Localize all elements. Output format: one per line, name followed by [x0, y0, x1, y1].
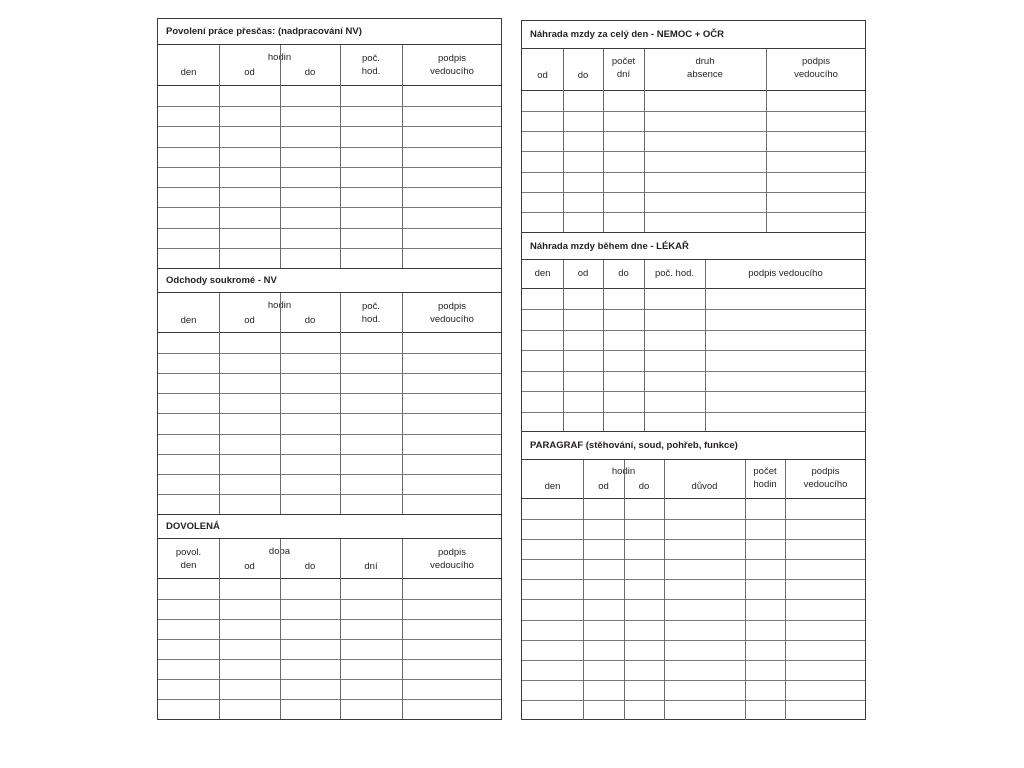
row-line: [522, 371, 865, 372]
row-line: [158, 187, 501, 188]
paragraph-header: [522, 460, 865, 499]
col-den: den: [180, 67, 197, 78]
col-dni: dní: [364, 561, 378, 572]
row-line: [158, 454, 501, 455]
col-den: den: [180, 560, 197, 571]
private-rows: [158, 333, 501, 514]
col-poc: poč.: [362, 301, 380, 312]
column-line: [219, 45, 220, 268]
row-line: [158, 106, 501, 107]
row-line: [522, 151, 865, 152]
col-hod: hod.: [361, 66, 381, 77]
paragraph-section: [522, 431, 865, 720]
col-hod: hod.: [361, 314, 381, 325]
col-pocet: počet: [611, 56, 636, 67]
row-line: [158, 207, 501, 208]
vacation-title: DOVOLENÁ: [158, 515, 501, 539]
col-od: od: [244, 315, 255, 326]
doctor-header: [522, 260, 865, 289]
col-poc: poč.: [362, 53, 380, 64]
col-doba: doba: [268, 546, 291, 557]
col-podpis: podpis: [438, 301, 466, 312]
overtime-section: [158, 19, 501, 268]
col-do: do: [638, 481, 650, 492]
col-vedouciho: vedoucího: [430, 66, 474, 77]
row-line: [522, 309, 865, 310]
column-line: [402, 45, 403, 268]
row-line: [522, 620, 865, 621]
row-line: [522, 192, 865, 193]
row-line: [158, 167, 501, 168]
col-do: do: [618, 268, 629, 279]
col-podpis: podpis: [811, 466, 840, 477]
col-den: den: [180, 315, 197, 326]
col-podpis: podpis: [438, 53, 466, 64]
col-den: den: [534, 268, 551, 279]
column-line: [340, 293, 341, 514]
column-line: [624, 460, 625, 720]
row-line: [158, 434, 501, 435]
row-line: [522, 599, 865, 600]
column-line: [603, 260, 604, 432]
sick-header: [522, 49, 865, 91]
col-povol: povol.: [175, 547, 202, 558]
doctor-section: [522, 232, 865, 432]
private-header: [158, 293, 501, 333]
column-line: [705, 260, 706, 432]
left-form-panel: [157, 18, 502, 720]
column-line: [340, 45, 341, 268]
row-line: [522, 700, 865, 701]
col-vedouciho: vedoucího: [803, 479, 848, 490]
column-line: [219, 539, 220, 719]
col-od: od: [598, 481, 609, 492]
column-line: [563, 260, 564, 432]
column-line: [664, 460, 665, 720]
private-section: [158, 268, 501, 515]
row-line: [522, 111, 865, 112]
col-od: od: [244, 67, 255, 78]
column-line: [603, 49, 604, 232]
row-line: [522, 131, 865, 132]
vacation-section: [158, 514, 501, 720]
col-pocet: počet: [753, 466, 777, 477]
column-line: [745, 460, 746, 720]
row-line: [158, 147, 501, 148]
col-do: do: [304, 315, 316, 326]
row-line: [522, 519, 865, 520]
row-line: [522, 212, 865, 213]
row-line: [158, 353, 501, 354]
column-line: [563, 49, 564, 232]
row-line: [158, 599, 501, 600]
doctor-rows: [522, 289, 865, 432]
column-line: [402, 539, 403, 719]
row-line: [158, 659, 501, 660]
row-line: [158, 619, 501, 620]
right-form-panel: [521, 20, 866, 720]
row-line: [158, 393, 501, 394]
col-od: od: [577, 268, 589, 279]
row-line: [522, 680, 865, 681]
col-vedouciho: vedoucího: [794, 69, 838, 80]
overtime-rows: [158, 86, 501, 268]
row-line: [158, 679, 501, 680]
column-line: [785, 460, 786, 720]
vacation-rows: [158, 579, 501, 719]
col-hodin: hodin: [611, 466, 636, 477]
col-hodin-count: hodin: [753, 479, 777, 490]
col-dni: dní: [616, 69, 631, 80]
column-line: [644, 260, 645, 432]
column-line: [583, 460, 584, 720]
col-absence: absence: [687, 69, 723, 80]
row-line: [522, 579, 865, 580]
row-line: [158, 494, 501, 495]
row-line: [522, 412, 865, 413]
col-druh: druh: [695, 56, 715, 67]
row-line: [522, 172, 865, 173]
overtime-header: [158, 45, 501, 86]
row-line: [522, 660, 865, 661]
vacation-header: [158, 539, 501, 579]
sick-title: Náhrada mzdy za celý den - NEMOC + OČR: [522, 21, 865, 49]
column-line: [340, 539, 341, 719]
col-do: do: [304, 561, 316, 572]
row-line: [522, 391, 865, 392]
row-line: [158, 248, 501, 249]
row-line: [522, 330, 865, 331]
paragraph-rows: [522, 499, 865, 720]
col-duvod: důvod: [691, 481, 718, 492]
col-vedouciho: vedoucího: [430, 560, 474, 571]
column-line: [280, 539, 281, 719]
sick-section: [522, 21, 865, 232]
row-line: [522, 640, 865, 641]
row-line: [158, 126, 501, 127]
row-line: [522, 350, 865, 351]
col-poc-hod: poč. hod.: [654, 268, 695, 279]
sick-rows: [522, 91, 865, 232]
column-line: [280, 45, 281, 268]
col-vedouciho: vedoucího: [430, 314, 474, 325]
column-line: [402, 293, 403, 514]
row-line: [522, 539, 865, 540]
column-line: [766, 49, 767, 232]
row-line: [158, 413, 501, 414]
col-den: den: [544, 481, 561, 492]
overtime-title: Povolení práce přesčas: (nadpracování NV): [158, 19, 501, 45]
column-line: [219, 293, 220, 514]
column-line: [280, 293, 281, 514]
col-od: od: [244, 561, 255, 572]
row-line: [158, 699, 501, 700]
doctor-title: Náhrada mzdy během dne - LÉKAŘ: [522, 233, 865, 260]
col-podpis-vedouciho: podpis vedoucího: [748, 268, 823, 279]
row-line: [158, 373, 501, 374]
col-hodin: hodin: [267, 300, 292, 311]
col-hodin: hodin: [267, 52, 292, 63]
paragraph-title: PARAGRAF (stěhování, soud, pohřeb, funkce): [522, 432, 865, 460]
private-title: Odchody soukromé - NV: [158, 269, 501, 293]
row-line: [158, 639, 501, 640]
row-line: [522, 559, 865, 560]
col-do: do: [304, 67, 316, 78]
column-line: [644, 49, 645, 232]
col-podpis: podpis: [438, 547, 466, 558]
col-do: do: [577, 70, 589, 81]
col-od: od: [537, 70, 548, 81]
row-line: [158, 474, 501, 475]
col-podpis: podpis: [802, 56, 830, 67]
row-line: [158, 228, 501, 229]
